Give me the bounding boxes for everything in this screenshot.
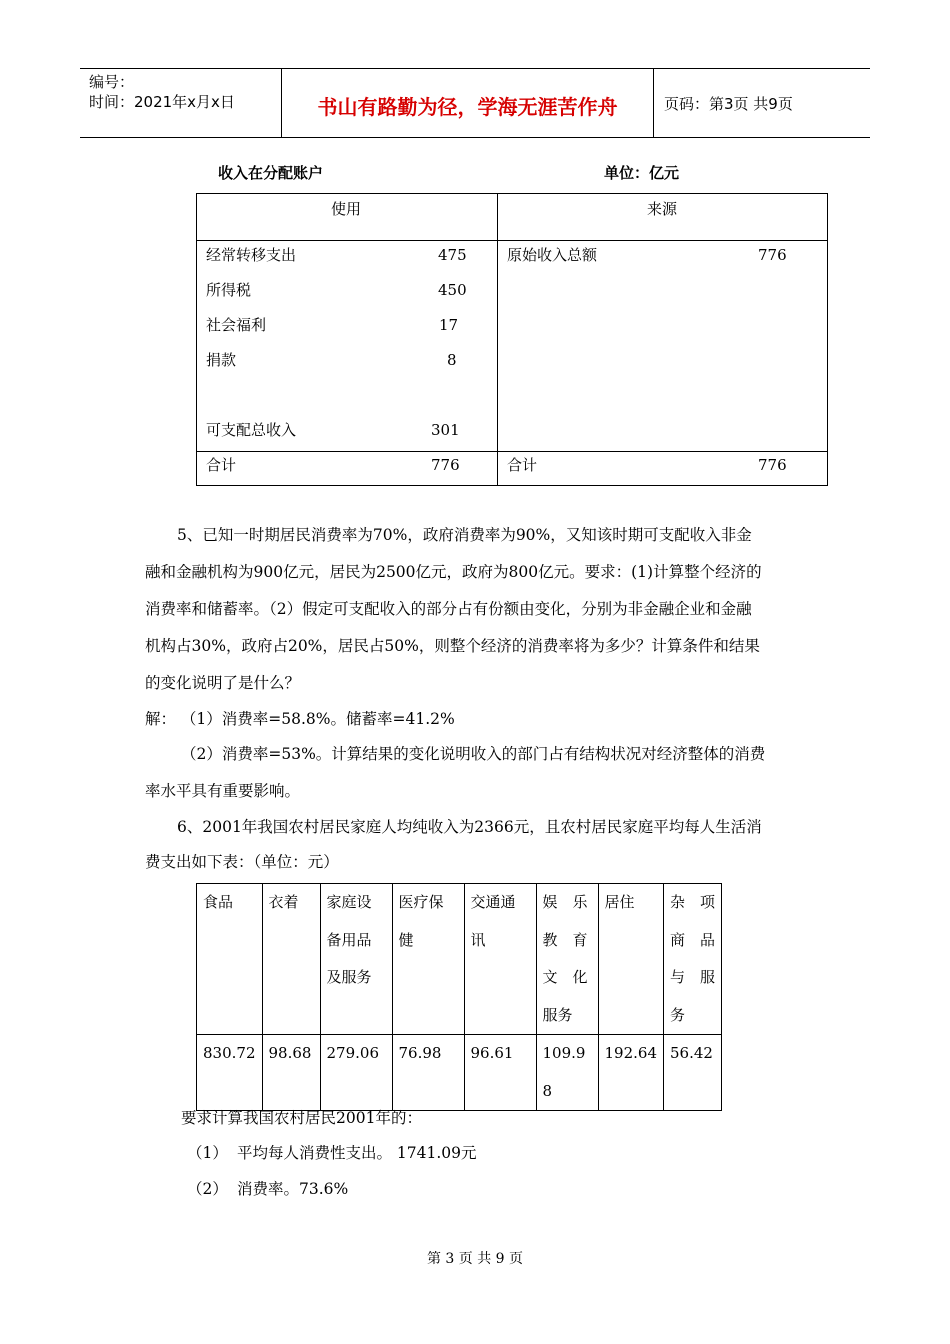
q5-line: 5、已知一时期居民消费率为70%，政府消费率为90%，又知该时期可支配收入非金 [177,526,752,544]
value-cell [536,1035,598,1111]
value-text: 98.68 [268,1044,312,1062]
value-cell [598,1035,664,1111]
value-cell [262,1035,320,1111]
header-cell [320,884,392,1035]
page-label: 页码：第3页 共9页 [664,95,793,113]
use-value: 8 [447,351,457,369]
header-cell [392,884,464,1035]
use-header: 使用 [331,200,362,218]
header-text: 杂 项 [670,893,716,911]
total-source-label: 合计 [507,456,538,474]
use-value: 475 [438,246,467,264]
value-text: 109.9 [542,1044,586,1062]
header-text: 娱 乐 [542,893,588,911]
q6-line: 6、2001年我国农村居民家庭人均纯收入为2366元，且农村居民家庭平均每人生活消 [177,818,762,836]
value-text: 8 [542,1081,553,1100]
header-text: 食品 [203,893,234,911]
value-text: 192.64 [604,1044,657,1062]
q5-line: 的变化说明了是什么？ [145,674,301,692]
value-text: 830.72 [203,1044,256,1062]
header-text: 医疗保 [398,893,444,911]
header-text: 家庭设 [326,893,372,911]
table-header-row [197,884,722,1035]
table-divider [497,194,498,485]
account-unit: 单位：亿元 [604,164,680,182]
header-text: 商 品 [670,930,716,949]
use-label: 捐款 [206,351,237,369]
header-text: 务 [670,1005,686,1024]
use-label: 社会福利 [206,316,267,334]
source-label: 原始收入总额 [507,246,598,264]
value-text: 279.06 [326,1044,379,1062]
header-text: 衣着 [268,893,299,911]
q5-line: 机构占30%，政府占20%，居民占50%，则整个经济的消费率将为多少？计算条件和结果 [145,637,760,655]
header-motto-cell [282,69,654,137]
header-text: 居住 [604,893,635,911]
q6-item-text: 消费率。73.6% [237,1180,349,1198]
header-text: 服务 [542,1005,573,1024]
source-header: 来源 [647,200,678,218]
header-text: 交通通 [470,893,516,911]
table-row [197,1035,722,1111]
header-cell [664,884,722,1035]
q6-line: 费支出如下表：（单位：元） [145,853,339,871]
value-cell [664,1035,722,1111]
use-value: 450 [438,281,467,299]
header-text: 及服务 [326,968,372,986]
header-text: 文 化 [542,968,588,986]
total-use-label: 合计 [206,456,237,474]
q5-answer-1: 解： （1）消费率=58.8%。储蓄率=41.2% [145,710,455,728]
value-cell [197,1035,263,1111]
header-text: 备用品 [326,930,372,949]
table-divider [197,240,827,241]
header-text: 与 服 [670,968,716,986]
header-cell [197,884,263,1035]
header-page-cell [654,69,870,137]
account-title: 收入在分配账户 [218,164,324,182]
q6-item-text: 平均每人消费性支出。 1741.09元 [237,1144,477,1162]
page-header [80,68,870,138]
q5-line: 融和金融机构为900亿元，居民为2500亿元，政府为800亿元。要求：(1)计算整个经济的 [145,563,762,581]
q6-item-num: （2） [187,1180,228,1198]
header-meta [80,69,282,137]
use-value: 301 [431,421,460,439]
value-text: 76.98 [398,1044,442,1062]
header-cell [598,884,664,1035]
time-label: 时间：2021年x月x日 [89,93,235,111]
number-label: 编号： [89,73,135,91]
use-label: 可支配总收入 [206,421,297,439]
header-cell [464,884,536,1035]
table-divider [197,451,827,452]
total-use-value: 776 [431,456,460,474]
header-text: 讯 [470,930,486,949]
use-label: 所得税 [206,281,252,299]
motto: 书山有路勤为径，学海无涯苦作舟 [317,95,618,119]
value-cell [320,1035,392,1111]
q5-answer-2: （2）消费率=53%。计算结果的变化说明收入的部门占有结构状况对经济整体的消费 [181,745,766,763]
header-cell [536,884,598,1035]
use-value: 17 [439,316,459,334]
source-value: 776 [758,246,787,264]
value-cell [392,1035,464,1111]
account-table [196,193,828,486]
expenditure-table [196,883,722,1111]
value-text: 56.42 [670,1044,713,1062]
page-footer: 第 3 页 共 9 页 [426,1251,524,1267]
value-cell [464,1035,536,1111]
use-label: 经常转移支出 [206,246,297,264]
q5-answer-2: 率水平具有重要影响。 [145,782,301,800]
total-source-value: 776 [758,456,787,474]
value-text: 96.61 [470,1044,514,1062]
header-text: 健 [398,930,414,949]
header-cell [262,884,320,1035]
q5-line: 消费率和储蓄率。（2）假定可支配收入的部分占有份额由变化，分别为非金融企业和金融 [145,600,752,618]
q6-item-num: （1） [187,1144,228,1162]
header-text: 教 育 [542,930,588,949]
q6-requirement: 要求计算我国农村居民2001年的： [181,1109,422,1127]
